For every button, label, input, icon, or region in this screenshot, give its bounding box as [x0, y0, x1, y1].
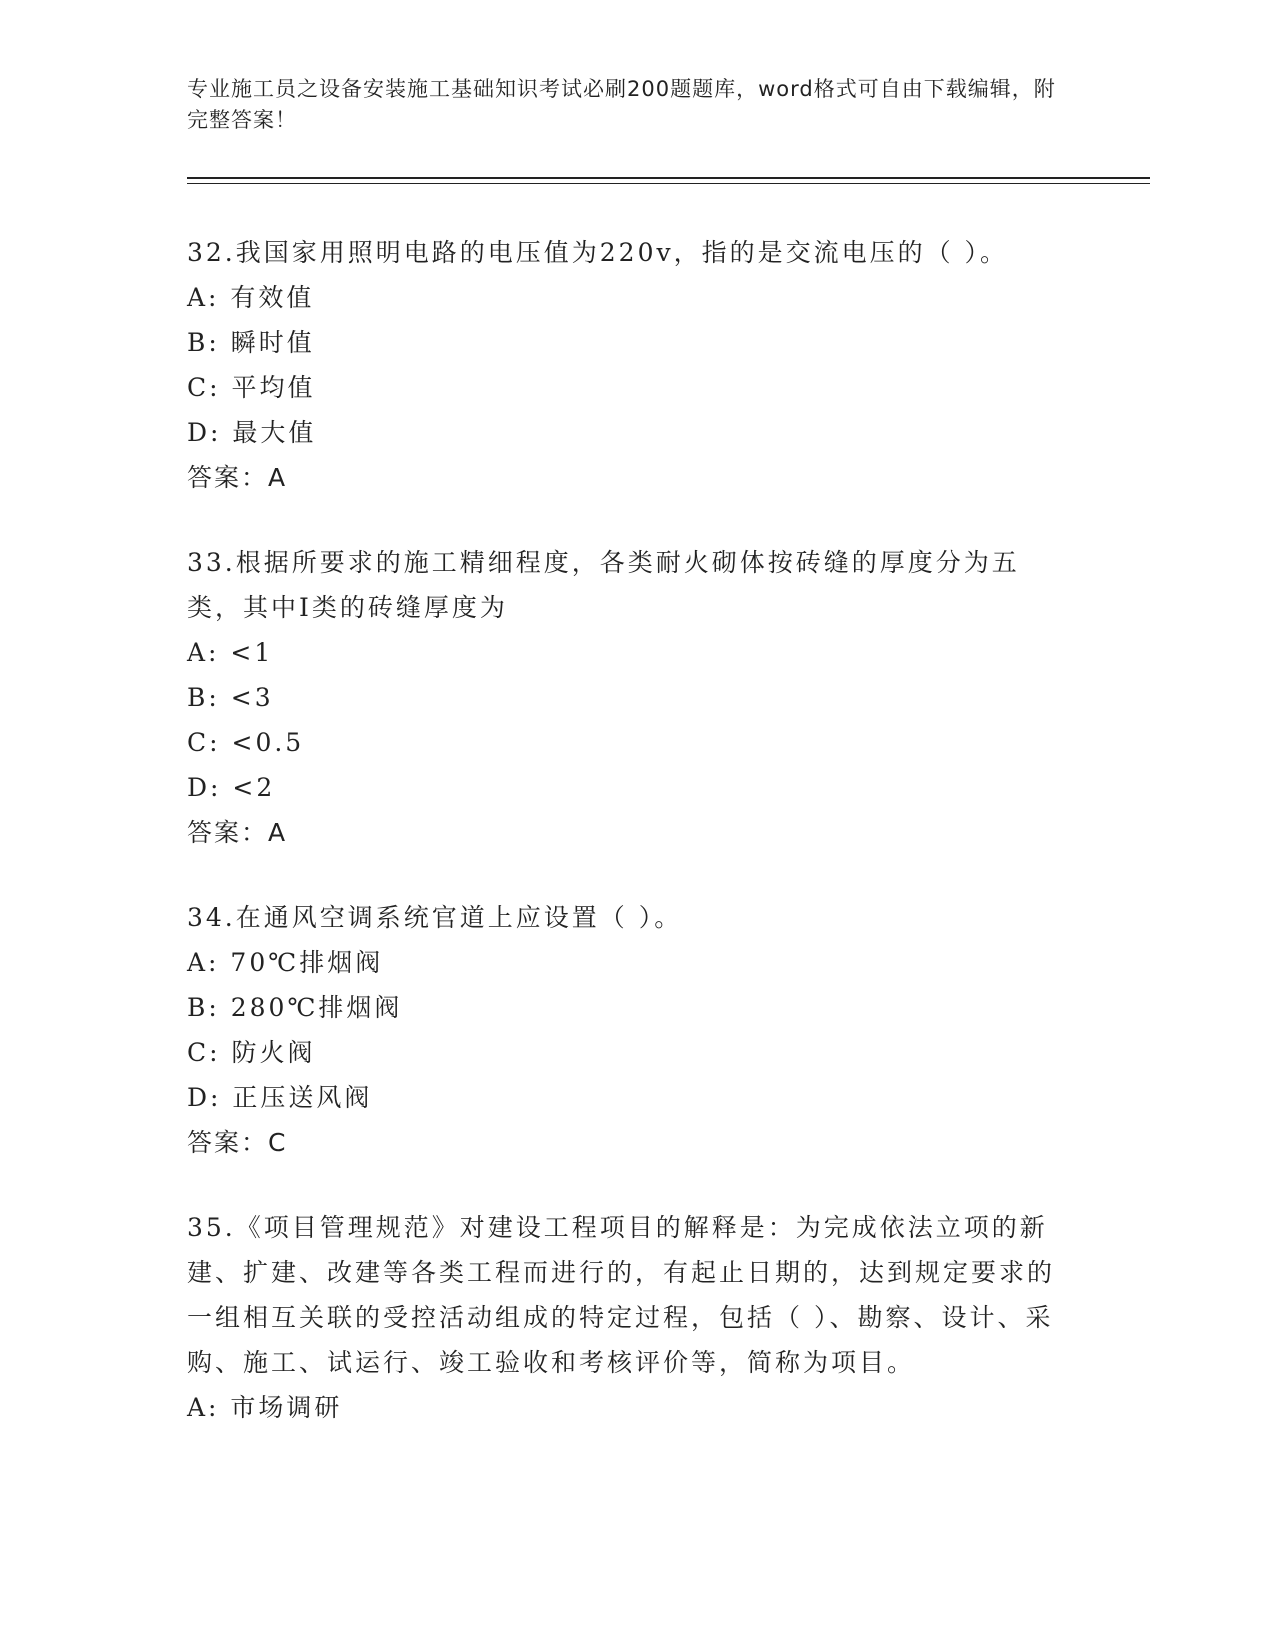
option-c: C: <0.5 — [187, 728, 305, 757]
answer-label: 答案：A — [187, 463, 288, 492]
answer-label: 答案：C — [187, 1128, 288, 1157]
option-d: D: 最大值 — [187, 418, 317, 447]
question-stem: 32.我国家用照明电路的电压值为220v，指的是交流电压的（ ）。 — [187, 238, 1009, 267]
document-header-title: 专业施工员之设备安装施工基础知识考试必刷200题题库，word格式可自由下载编辑，附完整答案！ — [187, 77, 1056, 132]
option-a: A: 70℃排烟阀 — [187, 948, 384, 977]
question-stem: 34.在通风空调系统官道上应设置（ ）。 — [187, 903, 683, 932]
option-b: B: <3 — [187, 683, 274, 712]
question-stem: 33.根据所要求的施工精细程度，各类耐火砌体按砖缝的厚度分为五类，其中Ⅰ类的砖缝厚度为 — [187, 548, 1020, 622]
option-d: D: 正压送风阀 — [187, 1083, 373, 1112]
question-list — [187, 230, 1067, 1470]
question-33 — [187, 540, 1067, 855]
option-d: D: <2 — [187, 773, 276, 802]
option-c: C: 防火阀 — [187, 1038, 316, 1067]
question-32 — [187, 230, 1067, 500]
header-rule-thin — [187, 183, 1150, 184]
option-a: A: 有效值 — [187, 283, 315, 312]
option-c: C: 平均值 — [187, 373, 316, 402]
question-34 — [187, 895, 1067, 1165]
question-35 — [187, 1205, 1067, 1430]
option-a: A: <1 — [187, 638, 274, 667]
option-b: B: 瞬时值 — [187, 328, 315, 357]
header-rule-thick — [187, 177, 1150, 179]
answer-label: 答案：A — [187, 818, 288, 847]
option-b: B: 280℃排烟阀 — [187, 993, 403, 1022]
option-a: A: 市场调研 — [187, 1393, 343, 1422]
question-stem: 35.《项目管理规范》对建设工程项目的解释是：为完成依法立项的新建、扩建、改建等各类工程而进行的，有起止日期的，达到规定要求的一组相互关联的受控活动组成的特定过程，包括（ ）、勘察、设计、采购、施工、试运行、竣工验收和考核评价等，简称为项目。 — [187, 1213, 1056, 1377]
